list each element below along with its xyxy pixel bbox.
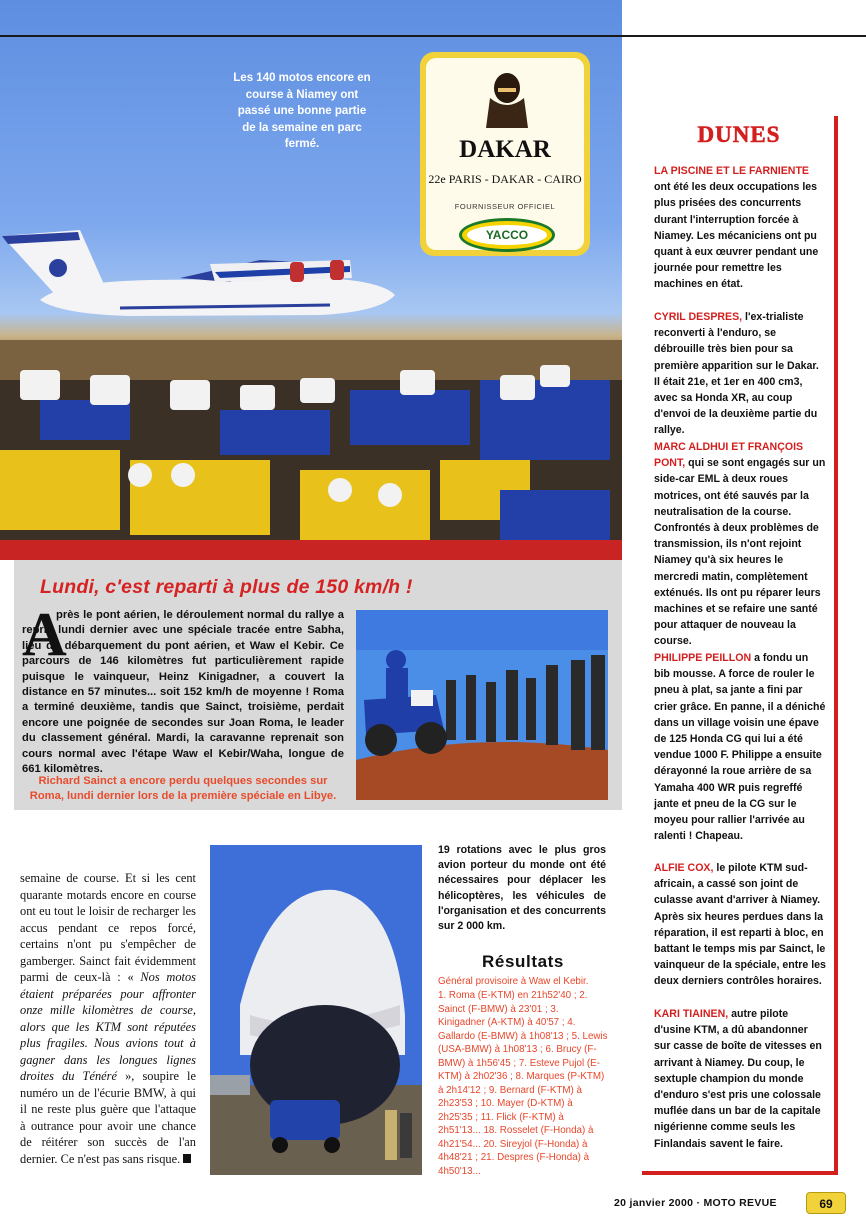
- page-number: 69: [806, 1192, 846, 1214]
- page-footer: 20 janvier 2000 · MOTO REVUE: [614, 1197, 777, 1209]
- body-column: [20, 870, 196, 1167]
- dune-item-text: a fondu un bib mousse. A force de rouler le pneu à plat, sa jante a fini par crier grâce. En panne, il a déniché dans un village voisin une épave de 125 Honda CG qui lui a été vendue 1000 F. Philippe a ensuite dérayonné la roue arrière de sa Yamaha 400 WR puis regreffé jante et pneu de la CG sur le moyeu pour rallier l'arrivée au ralenti ! Chapeau.: [654, 652, 826, 843]
- results-text: 1. Roma (E-KTM) en 21h52'40 ; 2. Sainct (F-BMW) à 23'01 ; 3. Kinigadner (A-KTM) à 40'57 ; 4. Gallardo (E-BMW) à 1h08'13 ; 5. Lewis (USA-BMW) à 1h08'13 ; 6. Brucy (F-BMW) à 1h56'45 ; 7. Esteve Pujol (E-KTM) à 2h02'36 ; 8. Marques (P-KTM) à 2h14'12 ; 9. Bernard (F-KTM) à 2h23'53 ; 10. Mayer (D-KTM) à 2h25'35 ; 11. Flick (F-KTM) à 2h51'13... 18. Rosselet (F-Honda) à 4h21'54... 20. Sireyjol (F-Honda) à 4h48'21 ; 21. Despres (F-Honda) à 4h50'13...: [438, 990, 608, 1177]
- top-rule: [0, 35, 622, 37]
- yacco-logo-text: YACCO: [467, 225, 547, 245]
- lead-photo-caption: Richard Sainct a encore perdu quelques secondes sur Roma, lundi dernier lors de la première spéciale en Libye.: [29, 775, 337, 803]
- tuareg-head-icon: [484, 70, 530, 130]
- dune-item-lead: MARC ALDHUI ET FRANÇOIS PONT,: [654, 441, 804, 470]
- yacco-logo: [459, 218, 555, 252]
- dune-item: [654, 163, 826, 293]
- dune-item-text: l'ex-trialiste reconverti à l'enduro, se débrouille très bien pour sa première apparition sur le Dakar. Il était 21e, et 1er en 400 cm3, avec sa Honda XR, au coup d'envoi de la deuxième partie du rallye.: [654, 311, 819, 437]
- lead-dropcap: A: [22, 601, 67, 669]
- dune-item-lead: LA PISCINE ET LE FARNIENTE: [654, 165, 809, 177]
- results-title: Résultats: [482, 952, 564, 971]
- lead-paragraph: [22, 601, 344, 777]
- article-headline: Lundi, c'est reparti à plus de 150 km/h !: [40, 576, 413, 598]
- motorcycles-parc-ferme-photo: [0, 340, 622, 560]
- official-supplier-label: FOURNISSEUR OFFICIEL: [454, 202, 556, 211]
- dune-item-lead: ALFIE COX,: [654, 862, 714, 874]
- dune-item-text: le pilote KTM sud-africain, a cassé son joint de culasse avant d'arriver à Niamey. Après six heures perdues dans la réparation, il est reparti à bloc, en battant le temps mis par Sainct, le vainqueur de la spéciale, entre les deux derniers contrôles horaires.: [654, 862, 826, 988]
- body-text-2: », soupire le numéro un de l'écurie BMW, à qui il ne reste plus guère que l'attaque à outrance pour avoir une chance de réitérer son succès de l'an dernier. Ce n'est pas sans risque.: [20, 1069, 196, 1166]
- photo-caption-top: Les 140 motos encore en course à Niamey ont passé une bonne partie de la semaine en parc fermé.: [233, 72, 371, 150]
- rider-photo: [356, 610, 608, 800]
- dakar-yacco-badge: [420, 52, 590, 256]
- antonov-plane-photo: [0, 220, 420, 340]
- dakar-logo-word: DAKAR: [459, 136, 551, 163]
- top-rule-right: [608, 35, 866, 37]
- dune-item: [654, 650, 826, 844]
- dune-item-lead: CYRIL DESPRES,: [654, 311, 743, 323]
- dune-item-lead: PHILIPPE PEILLON: [654, 652, 752, 664]
- dune-item-text: ont été les deux occupations les plus prisées des concurrents durant l'interruption forcée à Niamey. Les mécaniciens ont pu quant à eux œuvrer pendant une journée pour remettre les machines en état.: [654, 181, 819, 291]
- plane-photo-caption: 19 rotations avec le plus gros avion porteur du monde ont été nécessaires pour déplacer les hélicoptères, les véhicules de l'organisation et des concurrents sur 2 000 km.: [438, 844, 606, 933]
- dune-item-text: autre pilote d'usine KTM, a dû abandonner sur casse de boîte de vitesses en arrivant à Niamey. Du coup, le sextuple champion du monde d'enduro s'est pris une colossale muflée dans un bar de la capitale nigérienne comme seuls les Finlandais savent le faire.: [654, 1008, 822, 1150]
- dune-item: [654, 860, 826, 990]
- dune-item: [654, 309, 826, 439]
- body-quote: Nos motos étaient préparées pour affronter onze mille kilomètres de course, alors que les KTM sont réputées plus fragiles. Nous avions tout à gagner dans les longues lignes droites du Ténéré: [20, 970, 196, 1083]
- dune-item-text: qui se sont engagés sur un side-car EML à deux roues motrices, ont été sauvés par la neutralisation de la course. Confrontés à deux problèmes de transmission, ils n'ont rejoint Niamey qu'à six heures le mercredi matin, complètement exténués. Ils ont pu réparer leurs machines et se refaire une santé pour attaquer de nouveau la course.: [654, 457, 826, 648]
- lead-text: près le pont aérien, le déroulement normal du rallye a repris lundi dernier avec une spéciale tracée entre Sabha, lieu du débarquement du pont aérien, et Waw el Kebir. Ce parcours de 146 kilomètres fut particulièrement rapide puisque le vainqueur, Heinz Kinigadner, a couvert la distance en 57 minutes... soit 152 km/h de moyenne ! Roma a terminé deuxième, tandis que Sainct, troisième, perdait encore une poignée de secondes sur Joan Roma, le leader du classement général. Mardi, la caravanne reprenait son cours normal avec l'étape Waw el Kebir/Waha, longue de 661 kilomètres.: [22, 609, 344, 776]
- antonov-nose-photo: [210, 845, 422, 1175]
- results-heading: Général provisoire à Waw el Kebir.: [438, 976, 589, 987]
- body-text-1: semaine de course. Et si les cent quarante motards encore en course ont eu tout le loisir de recharger les accus pendant ce repos forcé, certains n'ont pu s'empêcher de gamberger. Sainct fait évidemment parmi de ceux-là : «: [20, 871, 196, 984]
- dunes-border-bottom: [642, 1171, 838, 1175]
- dune-item-lead: KARI TIAINEN,: [654, 1008, 729, 1020]
- dunes-border-right: [834, 116, 838, 1174]
- end-mark: [183, 1154, 191, 1163]
- dune-item: [654, 1006, 826, 1152]
- dunes-title: DUNES: [697, 122, 781, 147]
- dune-item: [654, 439, 826, 650]
- dakar-edition: 22e PARIS - DAKAR - CAIRO: [428, 172, 582, 186]
